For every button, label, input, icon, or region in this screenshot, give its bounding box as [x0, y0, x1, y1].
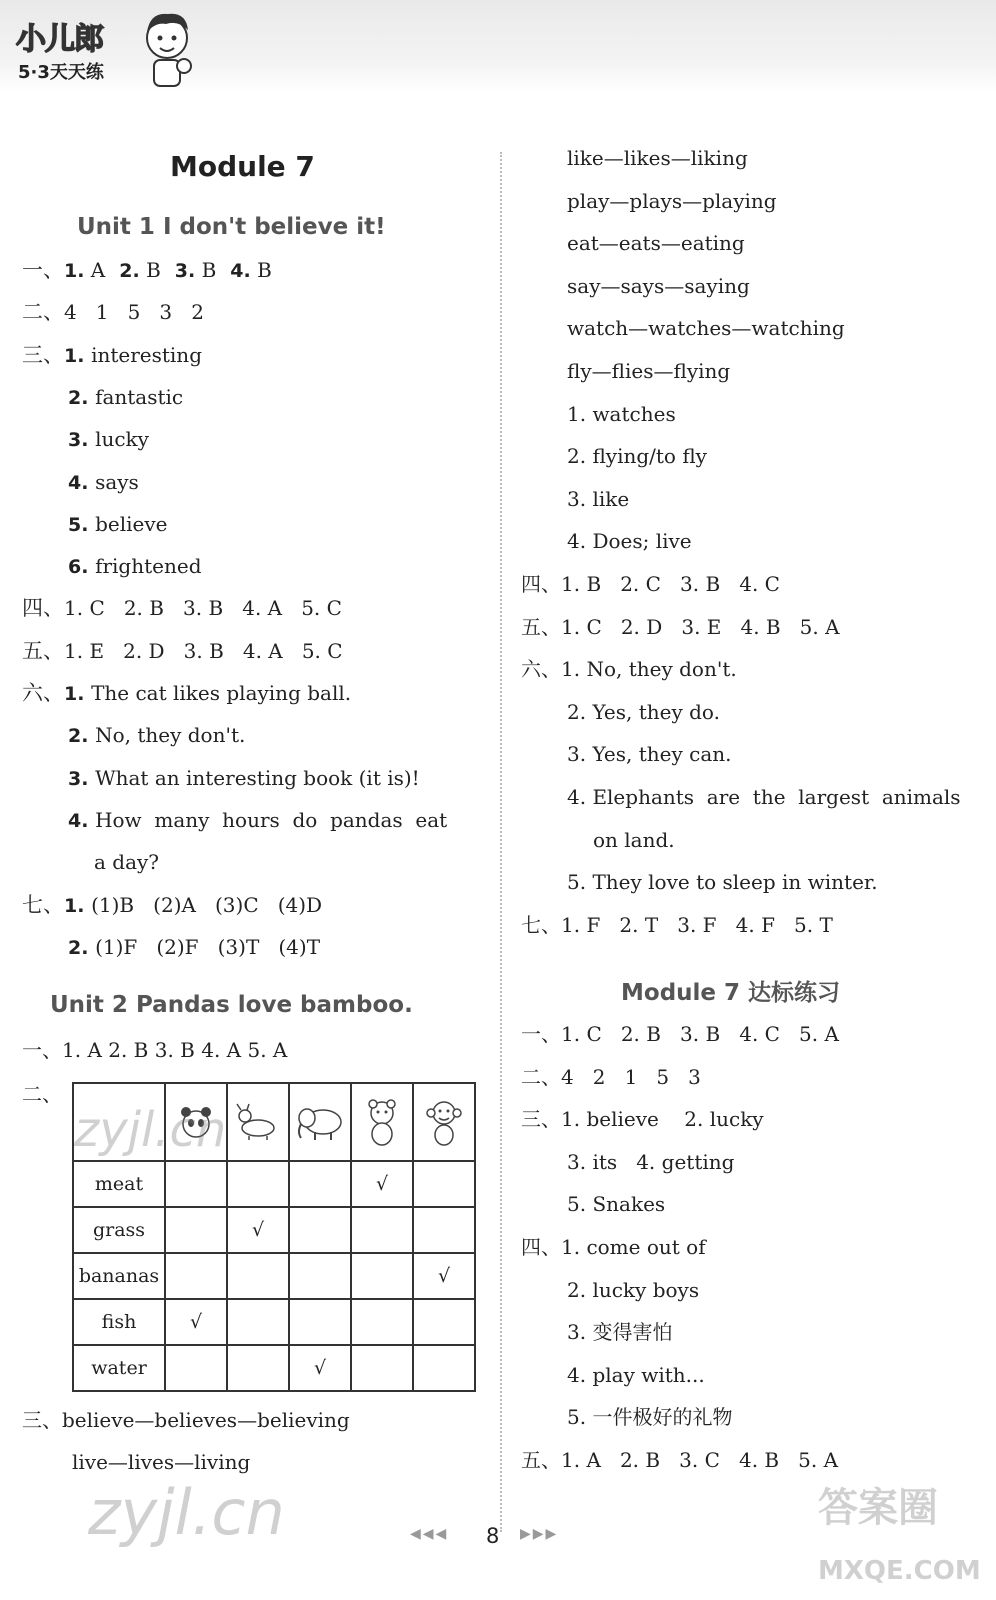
question-number: 2.: [68, 386, 96, 409]
watermark: 答案圈: [818, 1485, 938, 1531]
section-number: 五、: [22, 638, 64, 663]
module-test-title: Module 7 达标练习: [621, 980, 841, 1006]
answer-line: 4. Elephants are the largest animals: [567, 785, 961, 809]
answer-line: [22, 256, 286, 285]
answer-line: [68, 425, 149, 454]
answer-text: 1. C 2. B 3. B 4. A 5. C: [64, 596, 342, 621]
empty-cell: [227, 1299, 289, 1345]
answer-text: The cat likes playing ball.: [91, 681, 352, 705]
unit2-title: Unit 2 Pandas love bamboo.: [50, 992, 413, 1018]
answer-line: 六、1. No, they don't.: [521, 657, 737, 682]
watermark: zyjl.cn: [88, 1476, 285, 1549]
section-number: 一、: [22, 258, 64, 282]
answer-text: interesting: [91, 342, 202, 367]
section-number: 四、: [22, 596, 64, 621]
answer-line: 2. Yes, they do.: [567, 699, 720, 724]
question-number: 2.: [119, 260, 140, 282]
table-header-cell: [413, 1083, 475, 1161]
answer-line: on land.: [593, 827, 675, 852]
question-number: 2.: [68, 936, 96, 959]
answer-text: How many hours do pandas eat: [95, 807, 448, 832]
table-row: [73, 1253, 475, 1299]
table-header-cell: [351, 1083, 413, 1161]
table-row: [73, 1299, 475, 1345]
page-number: 8: [486, 1524, 500, 1548]
section-number: 六、: [22, 681, 64, 705]
answer-text: 4 1 5 3 2: [64, 300, 204, 325]
empty-cell: [165, 1345, 227, 1391]
answer-line: 4. Does; live: [567, 529, 692, 554]
answer-text: a day?: [94, 850, 160, 875]
watermark: MXQE.COM: [818, 1556, 981, 1586]
unit2-section3-line1: 三、believe—believes—believing: [22, 1408, 350, 1432]
answer-text: B: [195, 258, 217, 282]
bear-icon: [362, 1097, 402, 1147]
next-page-arrows-icon: ▶▶▶: [520, 1526, 559, 1542]
unit2-section2-mark: 二、: [22, 1082, 62, 1106]
answer-line: [68, 933, 320, 962]
answer-text: 1. E 2. D 3. B 4. A 5. C: [64, 638, 343, 663]
empty-cell: [351, 1299, 413, 1345]
empty-cell: [413, 1161, 475, 1207]
empty-cell: [289, 1207, 351, 1253]
question-number: 3.: [68, 767, 96, 790]
answer-line: fly—flies—flying: [567, 359, 731, 383]
deer-icon: [233, 1102, 283, 1142]
answer-line: [68, 806, 447, 835]
empty-cell: [413, 1207, 475, 1253]
empty-cell: [351, 1345, 413, 1391]
publisher-logo: [10, 8, 210, 92]
answer-line: play—plays—playing: [567, 188, 777, 213]
question-number: 1.: [64, 260, 85, 282]
food-label: meat: [73, 1161, 165, 1207]
question-number: 1.: [64, 894, 92, 917]
answer-line: [22, 594, 342, 622]
answer-text: (1)F (2)F (3)T (4)T: [95, 934, 321, 959]
answer-line: 4. play with...: [567, 1362, 705, 1387]
answer-line: [22, 298, 204, 326]
watermark: zyjl.cn: [74, 1102, 227, 1158]
unit1-title: Unit 1 I don't believe it!: [77, 214, 386, 240]
check-mark-cell: √: [289, 1345, 351, 1391]
table-row: [73, 1345, 475, 1391]
table-header-cell: [227, 1083, 289, 1161]
empty-cell: [165, 1161, 227, 1207]
answer-line: 三、1. believe 2. lucky: [521, 1107, 764, 1132]
boy-mascot-icon: [138, 8, 196, 88]
answer-line: eat—eats—eating: [567, 231, 745, 256]
question-number: 1.: [64, 683, 92, 705]
answer-line: 一、1. C 2. B 3. B 4. C 5. A: [521, 1022, 839, 1046]
check-mark-cell: √: [351, 1161, 413, 1207]
answer-line: 5. They love to sleep in winter.: [567, 870, 878, 895]
answer-line: [68, 383, 183, 412]
empty-cell: [413, 1299, 475, 1345]
unit2-section3-line2: live—lives—living: [72, 1450, 251, 1474]
food-label: fish: [73, 1299, 165, 1345]
empty-cell: [165, 1207, 227, 1253]
question-number: 3.: [68, 429, 96, 452]
answer-text: A: [84, 258, 106, 282]
empty-cell: [227, 1345, 289, 1391]
answer-line: 3. 变得害怕: [567, 1320, 673, 1345]
monkey-icon: [424, 1097, 464, 1147]
answer-line: 5. Snakes: [567, 1192, 666, 1217]
question-number: 1.: [64, 344, 92, 367]
answer-line: say—says—saying: [567, 273, 750, 298]
answer-line: 七、1. F 2. T 3. F 4. F 5. T: [521, 912, 833, 937]
answer-text: B: [250, 258, 272, 282]
empty-cell: [413, 1345, 475, 1391]
answer-line: 3. Yes, they can.: [567, 742, 732, 767]
answer-line: [68, 468, 139, 497]
section-number: 三、: [22, 342, 64, 367]
empty-cell: [227, 1253, 289, 1299]
question-number: 4.: [230, 260, 251, 282]
elephant-icon: [293, 1102, 347, 1142]
answer-line: [22, 891, 322, 920]
logo-series-text: 5·3天天练: [18, 62, 104, 83]
answer-text: lucky: [95, 427, 149, 452]
answer-text: (1)B (2)A (3)C (4)D: [91, 892, 323, 917]
answer-text: What an interesting book (it is)!: [95, 765, 420, 790]
answer-line: [22, 679, 351, 708]
answer-line: 五、1. A 2. B 3. C 4. B 5. A: [521, 1448, 839, 1472]
prev-page-arrows-icon: ◀◀◀: [410, 1526, 449, 1542]
table-row: [73, 1161, 475, 1207]
food-label: water: [73, 1345, 165, 1391]
section-number: 二、: [22, 300, 64, 325]
module-title: Module 7: [170, 150, 315, 183]
question-number: 5.: [68, 513, 96, 536]
answer-text: No, they don't.: [95, 723, 246, 748]
answer-line: 3. like: [567, 486, 630, 511]
check-mark-cell: √: [227, 1207, 289, 1253]
empty-cell: [227, 1161, 289, 1207]
answer-line: [94, 848, 159, 876]
section-number: 七、: [22, 892, 64, 917]
food-label: bananas: [73, 1253, 165, 1299]
question-number: 3.: [174, 260, 196, 282]
answer-line: [68, 552, 202, 581]
answer-text: fantastic: [95, 384, 184, 409]
empty-cell: [351, 1253, 413, 1299]
empty-cell: [289, 1161, 351, 1207]
question-number: 2.: [68, 725, 96, 748]
answer-line: 2. flying/to fly: [567, 444, 707, 469]
answer-line: [68, 721, 245, 750]
question-number: 6.: [68, 556, 96, 579]
answer-line: 1. watches: [567, 401, 676, 426]
empty-cell: [289, 1299, 351, 1345]
answer-line: 四、1. B 2. C 3. B 4. C: [521, 572, 780, 596]
table-row: [73, 1207, 475, 1253]
question-number: 4.: [68, 471, 96, 494]
answer-line: [68, 764, 420, 793]
empty-cell: [351, 1207, 413, 1253]
empty-cell: [165, 1253, 227, 1299]
answer-line: 5. 一件极好的礼物: [567, 1405, 733, 1430]
answer-line: 2. lucky boys: [567, 1277, 700, 1302]
unit2-section1-answers: 一、1. A 2. B 3. B 4. A 5. A: [22, 1038, 288, 1062]
question-number: 4.: [68, 809, 96, 832]
answer-text: frightened: [95, 554, 202, 579]
check-mark-cell: √: [413, 1253, 475, 1299]
answer-line: [22, 637, 343, 665]
check-mark-cell: √: [165, 1299, 227, 1345]
answer-line: 3. its 4. getting: [567, 1149, 735, 1174]
table-header-cell: [289, 1083, 351, 1161]
empty-cell: [289, 1253, 351, 1299]
answer-line: 四、1. come out of: [521, 1235, 706, 1259]
answer-line: 五、1. C 2. D 3. E 4. B 5. A: [521, 614, 840, 639]
food-label: grass: [73, 1207, 165, 1253]
answer-text: B: [139, 258, 161, 282]
answer-text: says: [95, 469, 139, 494]
answer-line: [68, 510, 167, 539]
answer-line: like—likes—liking: [567, 146, 748, 170]
answer-line: [22, 341, 202, 370]
answer-line: 二、4 2 1 5 3: [521, 1064, 701, 1089]
answer-line: watch—watches—watching: [567, 316, 845, 341]
logo-brand-text: 小儿郎: [16, 22, 103, 57]
column-divider: [500, 152, 502, 1532]
answer-text: believe: [95, 511, 168, 536]
